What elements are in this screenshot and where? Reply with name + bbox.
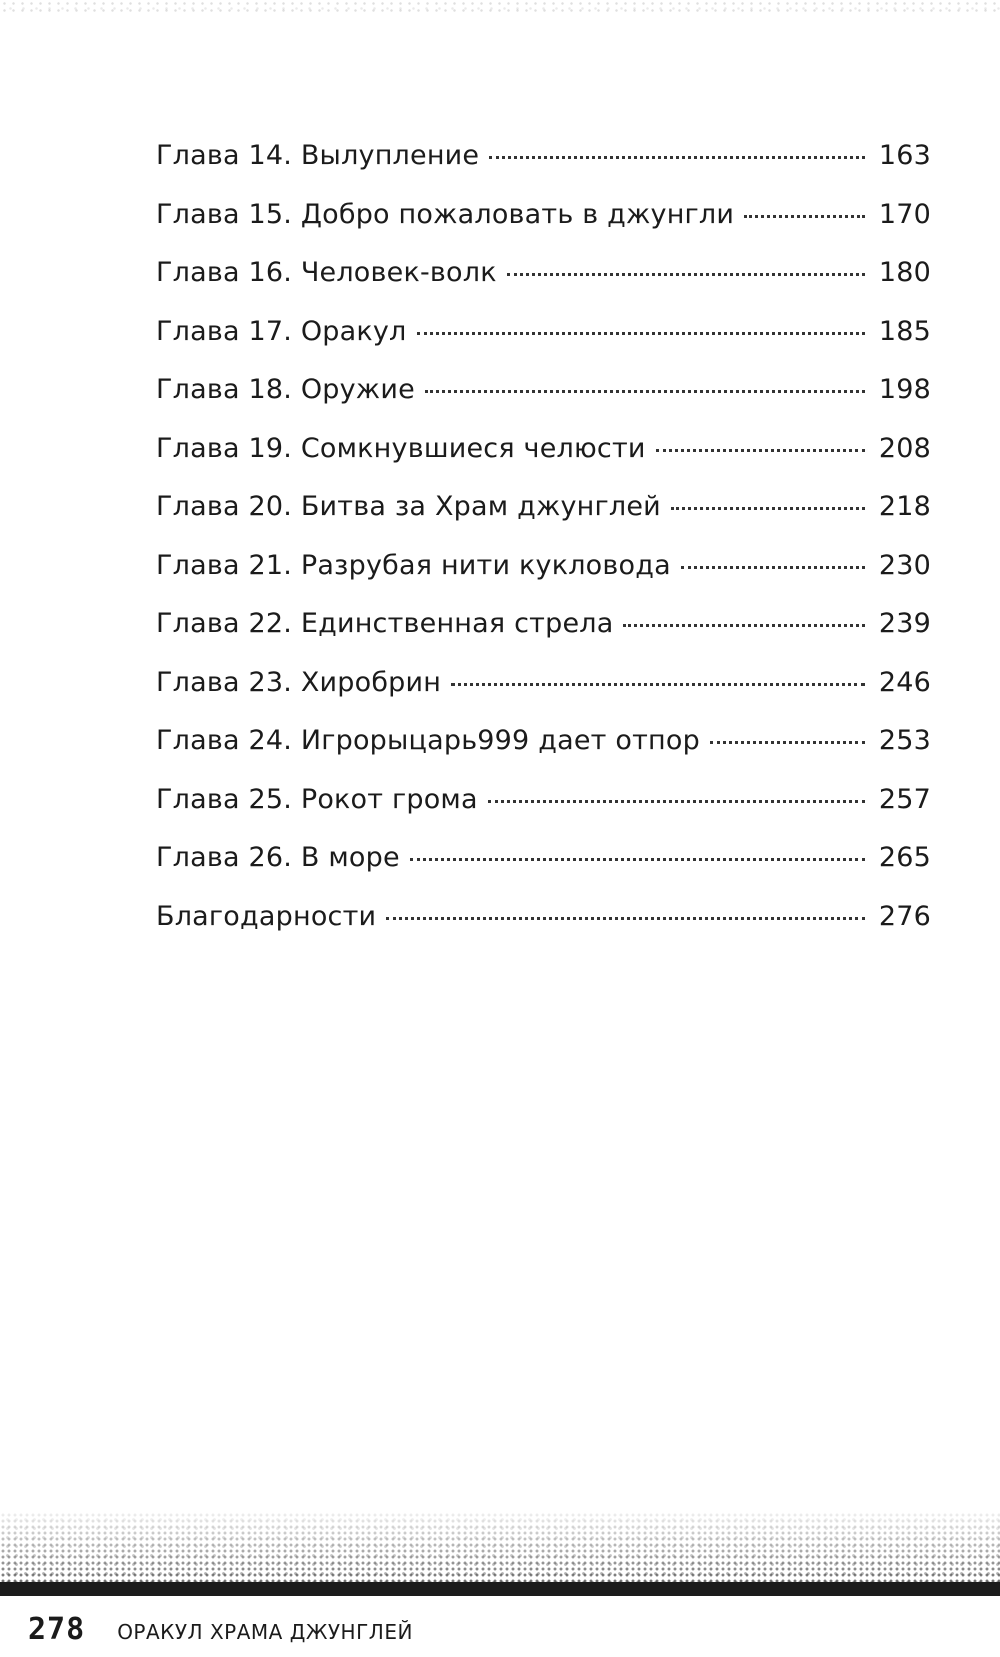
toc-dot-leader — [710, 741, 865, 744]
toc-entry-title: Глава 19. Сомкнувшиеся челюсти — [156, 432, 646, 464]
toc-entry — [156, 608, 931, 667]
toc-entry-title: Глава 25. Рокот грома — [156, 783, 478, 815]
toc-entry — [156, 842, 931, 901]
toc-entry — [156, 491, 931, 550]
toc-entry-page: 180 — [878, 257, 931, 288]
toc-entry — [156, 784, 931, 843]
toc-entry-title: Глава 24. Игрорыцарь999 дает отпор — [156, 725, 700, 756]
toc-entry — [156, 140, 931, 199]
toc-dot-leader — [681, 566, 865, 569]
toc-entry-title: Глава 22. Единственная стрела — [156, 608, 614, 639]
toc-entry — [156, 316, 931, 375]
toc-entry-page: 276 — [878, 900, 931, 932]
page-footer — [28, 1612, 413, 1647]
toc-dot-leader — [417, 332, 865, 335]
top-edge-texture — [0, 0, 1000, 16]
running-head: ОРАКУЛ ХРАМА ДЖУНГЛЕЙ — [117, 1620, 413, 1644]
toc-entry-page: 265 — [878, 842, 931, 873]
toc-dot-leader — [744, 215, 865, 218]
toc-entry-page: 253 — [878, 725, 931, 756]
toc-entry-title: Глава 26. В море — [156, 842, 400, 873]
toc-entry-title: Глава 15. Добро пожаловать в джунгли — [156, 198, 735, 230]
toc-entry — [156, 550, 931, 609]
toc-entry-title: Глава 14. Вылупление — [156, 140, 480, 171]
toc-entry-page: 208 — [878, 432, 931, 464]
toc-entry-title: Глава 20. Битва за Храм джунглей — [156, 491, 661, 522]
toc-entry — [156, 667, 931, 726]
toc-dot-leader — [488, 800, 865, 803]
page-number: 278 — [28, 1612, 86, 1647]
toc-dot-leader — [425, 390, 865, 393]
toc-entry-page: 230 — [878, 549, 931, 581]
toc-entry-page: 163 — [878, 140, 931, 171]
footer-rule — [0, 1582, 1000, 1596]
toc-dot-leader — [386, 917, 865, 920]
toc-entry-page: 239 — [878, 608, 931, 639]
toc-dot-leader — [410, 858, 865, 861]
toc-dot-leader — [623, 624, 864, 627]
toc-entry-title: Глава 18. Оружие — [156, 374, 415, 405]
toc-entry-page: 218 — [878, 491, 931, 522]
toc-entry — [156, 901, 931, 960]
halftone-decoration — [0, 1512, 1000, 1582]
toc-entry-page: 246 — [878, 666, 931, 698]
toc-dot-leader — [489, 156, 865, 159]
toc-entry-title: Глава 17. Оракул — [156, 315, 407, 347]
toc-entry — [156, 725, 931, 784]
toc-entry — [156, 199, 931, 258]
table-of-contents — [156, 140, 931, 959]
toc-dot-leader — [671, 507, 865, 510]
toc-entry — [156, 374, 931, 433]
toc-entry-page: 185 — [878, 315, 931, 347]
toc-entry-page: 170 — [878, 198, 931, 230]
toc-entry — [156, 257, 931, 316]
toc-entry-title: Глава 16. Человек-волк — [156, 257, 497, 288]
toc-dot-leader — [656, 449, 865, 452]
toc-entry-page: 198 — [878, 374, 931, 405]
toc-entry-title: Глава 23. Хиробрин — [156, 666, 442, 698]
toc-entry-page: 257 — [878, 783, 931, 815]
toc-entry-title: Благодарности — [156, 900, 377, 932]
toc-entry-title: Глава 21. Разрубая нити кукловода — [156, 549, 671, 581]
toc-entry — [156, 433, 931, 492]
toc-dot-leader — [451, 683, 865, 686]
toc-dot-leader — [507, 273, 865, 276]
